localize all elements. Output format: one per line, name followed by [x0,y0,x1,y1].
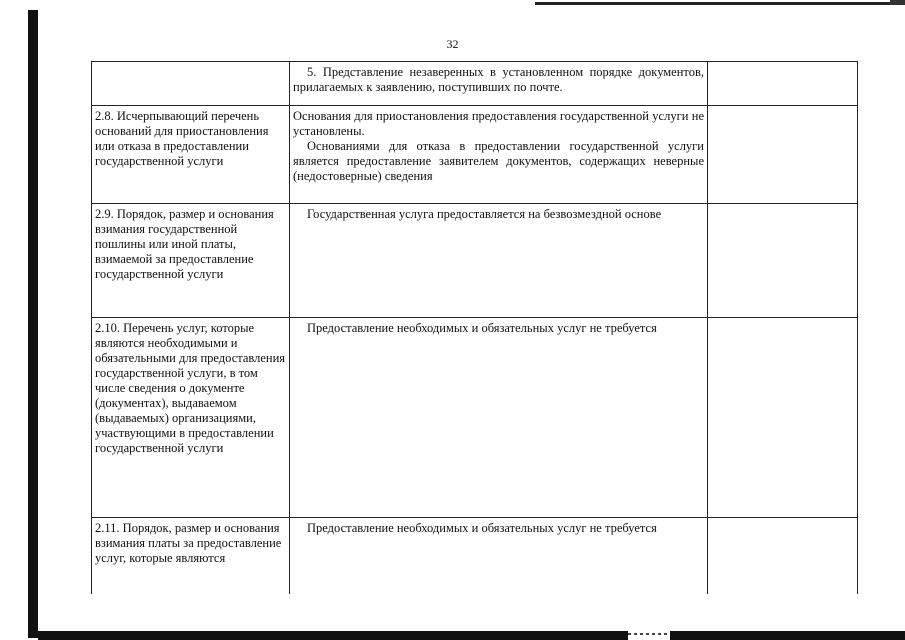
note-cell [708,106,858,204]
item-cell: 2.11. Порядок, размер и основания взимания платы за предоставление услуг, которые являются [92,518,290,594]
table-row [92,318,858,518]
item-cell [92,62,290,106]
content-paragraph: Предоставление необходимых и обязательных услуг не требуется [307,521,657,535]
content-paragraph: 5. Представление незаверенных в установленном порядке документов, прилагаемых к заявлению, поступивших по почте. [293,65,704,94]
regulation-table [91,61,858,594]
table-row [92,204,858,318]
content-paragraph: Предоставление необходимых и обязательных услуг не требуется [307,321,657,335]
content-cell [290,62,708,106]
item-cell: 2.9. Порядок, размер и основания взимания государственной пошлины или иной платы, взимаемой за предоставление государственной услуги [92,204,290,318]
table-row [92,106,858,204]
scan-border-dash [628,633,670,635]
content-paragraph: Основаниями для отказа в предоставлении государственной услуги является предоставление заявителем документов, содержащих неверные (недостоверные) сведения [293,139,704,183]
note-cell [708,318,858,518]
content-cell [290,106,708,204]
scan-border-top-corner [890,0,905,5]
note-cell [708,204,858,318]
page-number: 32 [446,37,459,51]
note-cell [708,518,858,594]
content-cell [290,518,708,594]
content-paragraph: Основания для приостановления предоставления государственной услуги не установлены. [293,109,704,138]
content-cell [290,204,708,318]
content-cell [290,318,708,518]
content-paragraph: Государственная услуга предоставляется на безвозмездной основе [307,207,662,221]
scan-border-top [535,2,905,5]
table-row [92,62,858,106]
scan-border-bottom [38,631,628,640]
item-cell: 2.8. Исчерпывающий перечень оснований для приостановления или отказа в предоставлении государственной услуги [92,106,290,204]
scan-border-left [28,10,38,638]
item-cell: 2.10. Перечень услуг, которые являются необходимыми и обязательными для предоставления государственной услуги, в том числе сведения о документе (документах), выдаваемом (выдаваемых) организациями, участвующими в предоставлении государственной услуги [92,318,290,518]
scan-border-bottom-right [670,631,905,640]
table-row [92,518,858,594]
note-cell [708,62,858,106]
